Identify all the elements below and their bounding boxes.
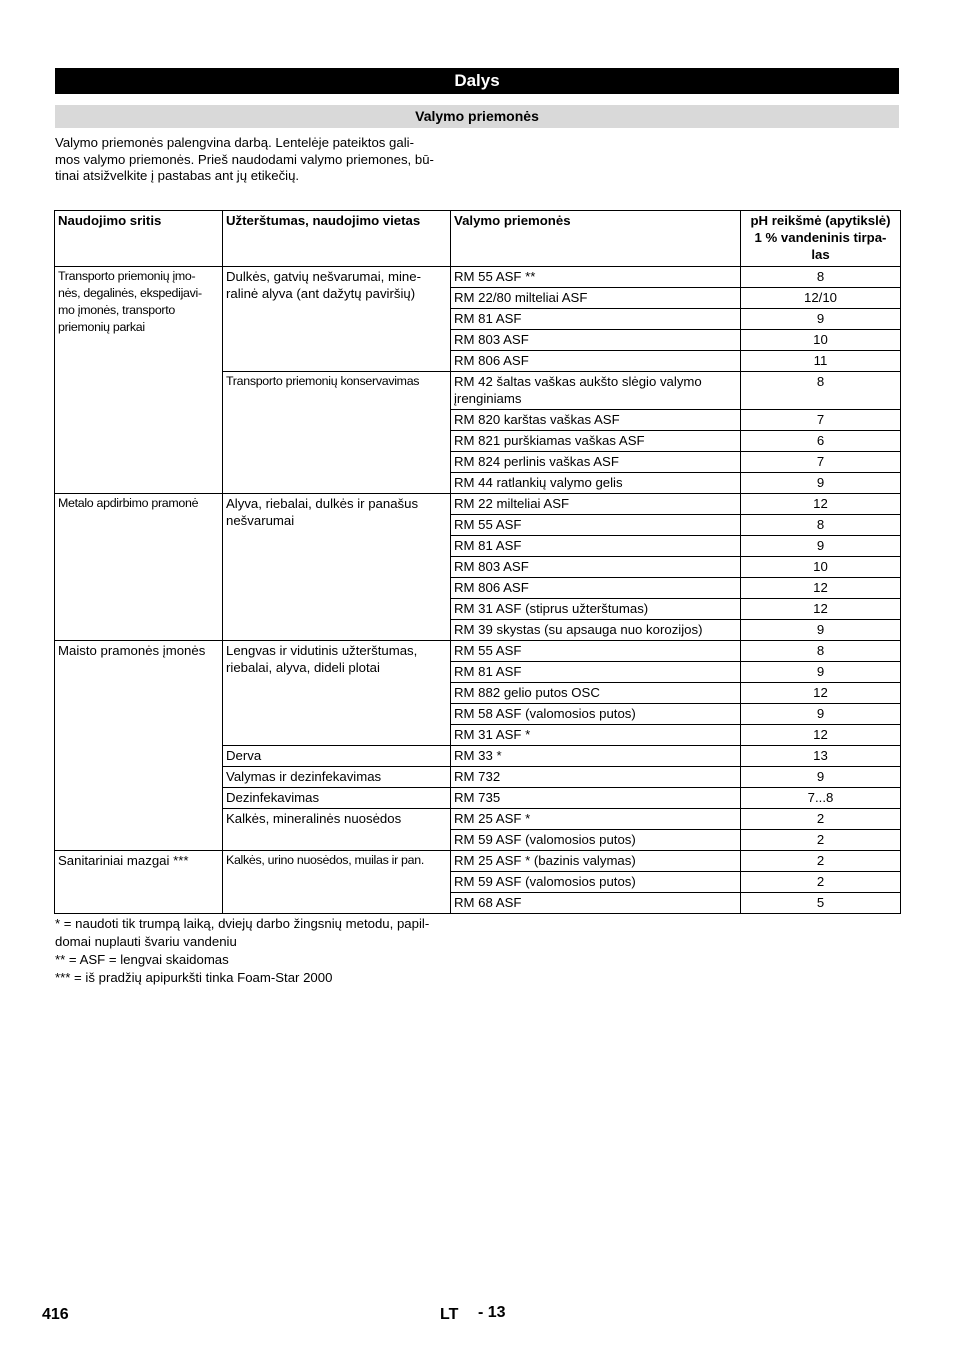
ph-cell: 9 bbox=[741, 767, 901, 788]
ph-cell: 9 bbox=[741, 704, 901, 725]
ph-cell: 9 bbox=[741, 536, 901, 557]
product-cell: RM 31 ASF (stiprus užterštumas) bbox=[451, 599, 741, 620]
product-cell: RM 882 gelio putos OSC bbox=[451, 683, 741, 704]
product-cell: RM 22 milteliai ASF bbox=[451, 494, 741, 515]
footnote-line: domai nuplauti švariu vandeniu bbox=[55, 934, 237, 949]
product-cell: RM 732 bbox=[451, 767, 741, 788]
table-header-row bbox=[55, 211, 901, 267]
ph-cell: 7 bbox=[741, 452, 901, 473]
header-dirt: Užterštumas, naudojimo vietas bbox=[223, 211, 451, 267]
header-area: Naudojimo sritis bbox=[55, 211, 223, 267]
ph-cell: 12 bbox=[741, 599, 901, 620]
area-cell: Maisto pramonės įmonės bbox=[55, 641, 223, 851]
product-cell: RM 821 purškiamas vaškas ASF bbox=[451, 431, 741, 452]
intro-line: Valymo priemonės palengvina darbą. Lentelėje pateiktos gali- bbox=[55, 135, 414, 150]
table-row bbox=[55, 851, 901, 872]
dirt-cell: Kalkės, urino nuosėdos, muilas ir pan. bbox=[223, 851, 451, 914]
area-cell: Sanitariniai mazgai *** bbox=[55, 851, 223, 914]
ph-cell: 2 bbox=[741, 809, 901, 830]
ph-cell: 12 bbox=[741, 725, 901, 746]
product-cell: RM 58 ASF (valomosios putos) bbox=[451, 704, 741, 725]
ph-cell: 10 bbox=[741, 557, 901, 578]
ph-cell: 7 bbox=[741, 410, 901, 431]
ph-cell: 12 bbox=[741, 494, 901, 515]
language-code: LT bbox=[440, 1306, 459, 1323]
footnote-line: ** = ASF = lengvai skaidomas bbox=[55, 952, 229, 967]
product-cell: RM 22/80 milteliai ASF bbox=[451, 288, 741, 309]
table-row bbox=[55, 267, 901, 288]
product-cell: RM 806 ASF bbox=[451, 578, 741, 599]
product-cell: RM 68 ASF bbox=[451, 893, 741, 914]
ph-cell: 8 bbox=[741, 641, 901, 662]
sub-page-number: - 13 bbox=[478, 1304, 506, 1321]
header-ph: pH reikšmė (apytikslė) 1 % vandeninis tirpa- las bbox=[741, 211, 901, 267]
product-cell: RM 55 ASF bbox=[451, 641, 741, 662]
product-cell: RM 59 ASF (valomosios putos) bbox=[451, 872, 741, 893]
product-cell: RM 44 ratlankių valymo gelis bbox=[451, 473, 741, 494]
ph-cell: 8 bbox=[741, 267, 901, 288]
product-cell: RM 806 ASF bbox=[451, 351, 741, 372]
product-cell: RM 31 ASF * bbox=[451, 725, 741, 746]
dirt-cell: Lengvas ir vidutinis užterštumas, riebalai, alyva, dideli plotai bbox=[223, 641, 451, 746]
ph-cell: 11 bbox=[741, 351, 901, 372]
intro-line: tinai atsižvelkite į pastabas ant jų etikečių. bbox=[55, 168, 300, 183]
ph-cell: 5 bbox=[741, 893, 901, 914]
ph-cell: 9 bbox=[741, 309, 901, 330]
footnotes bbox=[55, 915, 485, 987]
product-cell: RM 25 ASF * bbox=[451, 809, 741, 830]
intro-paragraph bbox=[55, 135, 475, 185]
product-cell: RM 33 * bbox=[451, 746, 741, 767]
ph-cell: 2 bbox=[741, 830, 901, 851]
footnote-line: *** = iš pradžių apipurkšti tinka Foam-Star 2000 bbox=[55, 970, 333, 985]
product-cell: RM 803 ASF bbox=[451, 330, 741, 351]
dirt-cell: Kalkės, mineralinės nuosėdos bbox=[223, 809, 451, 851]
product-cell: RM 55 ASF bbox=[451, 515, 741, 536]
ph-cell: 12/10 bbox=[741, 288, 901, 309]
product-cell: RM 81 ASF bbox=[451, 662, 741, 683]
ph-cell: 2 bbox=[741, 851, 901, 872]
product-cell: RM 735 bbox=[451, 788, 741, 809]
product-cell: RM 42 šaltas vaškas aukšto slėgio valymo įrenginiams bbox=[451, 372, 741, 410]
area-cell: Transporto priemonių įmo- nės, degalinės, ekspedijavi- mo įmonės, transporto priemonių parkai bbox=[55, 267, 223, 494]
intro-line: mos valymo priemonės. Prieš naudodami valymo priemones, bū- bbox=[55, 151, 434, 167]
table-row bbox=[55, 641, 901, 662]
dirt-cell: Alyva, riebalai, dulkės ir panašus nešvarumai bbox=[223, 494, 451, 641]
ph-cell: 9 bbox=[741, 662, 901, 683]
dirt-cell: Derva bbox=[223, 746, 451, 767]
table-row bbox=[55, 494, 901, 515]
ph-cell: 2 bbox=[741, 872, 901, 893]
ph-cell: 9 bbox=[741, 473, 901, 494]
ph-cell: 13 bbox=[741, 746, 901, 767]
product-cell: RM 81 ASF bbox=[451, 536, 741, 557]
dirt-cell: Dezinfekavimas bbox=[223, 788, 451, 809]
product-cell: RM 25 ASF * (bazinis valymas) bbox=[451, 851, 741, 872]
dirt-cell: Valymas ir dezinfekavimas bbox=[223, 767, 451, 788]
ph-cell: 12 bbox=[741, 683, 901, 704]
product-cell: RM 59 ASF (valomosios putos) bbox=[451, 830, 741, 851]
product-cell: RM 81 ASF bbox=[451, 309, 741, 330]
ph-cell: 6 bbox=[741, 431, 901, 452]
dirt-cell: Dulkės, gatvių nešvarumai, mine- ralinė alyva (ant dažytų paviršių) bbox=[223, 267, 451, 372]
footnote-line: * = naudoti tik trumpą laiką, dviejų darbo žingsnių metodu, papil- bbox=[55, 916, 430, 931]
product-cell: RM 55 ASF ** bbox=[451, 267, 741, 288]
ph-cell: 8 bbox=[741, 515, 901, 536]
product-cell: RM 820 karštas vaškas ASF bbox=[451, 410, 741, 431]
section-title: Dalys bbox=[55, 68, 899, 94]
dirt-cell: Transporto priemonių konservavimas bbox=[223, 372, 451, 494]
area-cell: Metalo apdirbimo pramonė bbox=[55, 494, 223, 641]
ph-cell: 8 bbox=[741, 372, 901, 410]
ph-cell: 12 bbox=[741, 578, 901, 599]
product-cell: RM 824 perlinis vaškas ASF bbox=[451, 452, 741, 473]
page-number: 416 bbox=[42, 1306, 69, 1323]
header-product: Valymo priemonės bbox=[451, 211, 741, 267]
ph-cell: 10 bbox=[741, 330, 901, 351]
cleaning-agents-table bbox=[54, 210, 901, 914]
section-subtitle: Valymo priemonės bbox=[55, 105, 899, 128]
ph-cell: 7...8 bbox=[741, 788, 901, 809]
ph-cell: 9 bbox=[741, 620, 901, 641]
product-cell: RM 39 skystas (su apsauga nuo korozijos) bbox=[451, 620, 741, 641]
product-cell: RM 803 ASF bbox=[451, 557, 741, 578]
